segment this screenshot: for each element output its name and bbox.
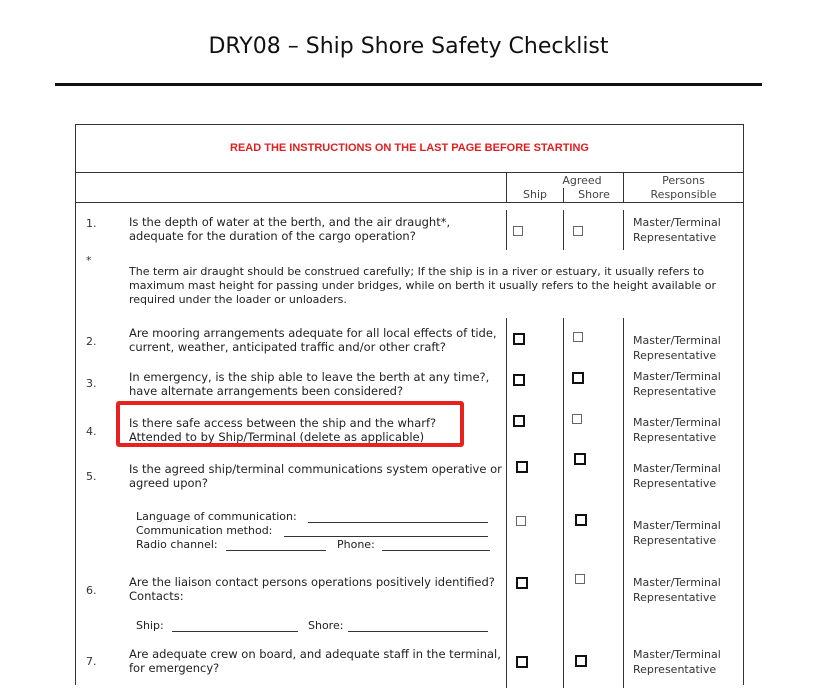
- item-5-shore-checkbox[interactable]: [574, 453, 586, 465]
- item-3-number: 3.: [86, 377, 97, 390]
- item-3-question-line1: In emergency, is the ship able to leave the berth at any time?,: [129, 370, 490, 384]
- item-2-responsible-line1: Master/Terminal: [633, 334, 721, 347]
- col-rule: [563, 318, 564, 688]
- item-7-shore-checkbox[interactable]: [575, 655, 587, 667]
- note-line1: The term air draught should be construed carefully; If the ship is in a river or estuary, it usually refers to: [129, 265, 705, 278]
- col-rule: [623, 172, 624, 203]
- item-4-question-line1: Is there safe access between the ship and the wharf?: [129, 416, 437, 430]
- method-field[interactable]: [284, 536, 488, 537]
- item-5b-responsible-line2: Representative: [633, 534, 717, 547]
- ship-header: Ship: [523, 188, 547, 201]
- persons-header: Persons: [662, 174, 705, 187]
- radio-label: Radio channel:: [136, 538, 218, 551]
- item-1-question-line2: adequate for the duration of the cargo operation?: [129, 229, 416, 243]
- item-3-question-line2: have alternate arrangements been considered?: [129, 384, 404, 398]
- document-title: DRY08 – Ship Shore Safety Checklist: [208, 34, 609, 59]
- item-7-responsible-line2: Representative: [633, 663, 717, 676]
- item-2-number: 2.: [86, 335, 97, 348]
- item-3-shore-checkbox[interactable]: [572, 372, 584, 384]
- col-rule: [623, 318, 624, 688]
- highlight-box: [116, 401, 464, 447]
- col-rule: [506, 172, 507, 203]
- col-rule: [506, 210, 507, 250]
- item-7-question-line1: Are adequate crew on board, and adequate staff in the terminal,: [129, 647, 501, 661]
- item-5-ship-checkbox[interactable]: [516, 461, 528, 473]
- note-line3: required under the loader or unloaders.: [129, 293, 347, 306]
- item-1-responsible-line2: Representative: [633, 231, 717, 244]
- item-6-shore-checkbox[interactable]: [575, 574, 585, 584]
- responsible-header-text: Responsible: [650, 188, 717, 201]
- item-7-responsible-line1: Master/Terminal: [633, 648, 721, 661]
- item-4-number: 4.: [86, 425, 97, 438]
- item-5-question-line1: Is the agreed ship/terminal communications system operative or: [129, 462, 502, 476]
- language-label: Language of communication:: [136, 510, 297, 523]
- item-5b-ship-checkbox[interactable]: [516, 516, 526, 526]
- col-rule: [563, 188, 564, 203]
- item-3-ship-checkbox[interactable]: [513, 374, 525, 386]
- note-asterisk: *: [86, 254, 92, 267]
- item-6-ship-checkbox[interactable]: [516, 577, 528, 589]
- item-2-question-line1: Are mooring arrangements adequate for all local effects of tide,: [129, 326, 497, 340]
- item-2-question-line2: current, weather, anticipated traffic and/or other craft?: [129, 340, 446, 354]
- item-5-responsible-line2: Representative: [633, 477, 717, 490]
- item-6-responsible-line1: Master/Terminal: [633, 576, 721, 589]
- item-5b-responsible-line1: Master/Terminal: [633, 519, 721, 532]
- item-4-ship-checkbox[interactable]: [513, 415, 525, 427]
- item-4-responsible-line1: Master/Terminal: [633, 416, 721, 429]
- item-1-number: 1.: [86, 217, 97, 230]
- item-6-question-line1: Are the liaison contact persons operations positively identified?: [129, 575, 495, 589]
- item-7-ship-checkbox[interactable]: [516, 656, 528, 668]
- agreed-header: Agreed: [562, 174, 602, 187]
- contact-ship-label: Ship:: [136, 619, 164, 632]
- note-line2: maximum mast height for passing under bridges, while on berth it usually refers to the height available or: [129, 279, 717, 292]
- title-rule: [55, 83, 762, 86]
- item-2-ship-checkbox[interactable]: [513, 333, 525, 345]
- item-1-shore-checkbox[interactable]: [573, 226, 583, 236]
- item-6-question-line2: Contacts:: [129, 589, 184, 603]
- phone-field[interactable]: [382, 550, 490, 551]
- item-7-number: 7.: [86, 655, 97, 668]
- item-5-responsible-line1: Master/Terminal: [633, 462, 721, 475]
- item-2-responsible-line2: Representative: [633, 349, 717, 362]
- item-7-question-line2: for emergency?: [129, 661, 220, 675]
- item-5b-shore-checkbox[interactable]: [575, 514, 587, 526]
- item-6-number: 6.: [86, 584, 97, 597]
- item-4-question-line2: Attended to by Ship/Terminal (delete as applicable): [129, 430, 425, 444]
- item-1-question-line1: Is the depth of water at the berth, and the air draught*,: [129, 215, 451, 229]
- method-label: Communication method:: [136, 524, 273, 537]
- item-4-shore-checkbox[interactable]: [572, 414, 582, 424]
- item-6-responsible-line2: Representative: [633, 591, 717, 604]
- col-rule: [623, 210, 624, 250]
- item-4-responsible-line2: Representative: [633, 431, 717, 444]
- item-5-question-line2: agreed upon?: [129, 476, 208, 490]
- item-3-responsible-line2: Representative: [633, 385, 717, 398]
- item-2-shore-checkbox[interactable]: [573, 332, 583, 342]
- contact-shore-label: Shore:: [308, 619, 344, 632]
- header-divider: [76, 202, 743, 203]
- language-field[interactable]: [308, 522, 488, 523]
- col-rule: [506, 318, 507, 688]
- item-1-responsible-line1: Master/Terminal: [633, 216, 721, 229]
- col-rule: [563, 210, 564, 250]
- contact-ship-field[interactable]: [172, 631, 298, 632]
- shore-header: Shore: [578, 188, 610, 201]
- phone-label: Phone:: [337, 538, 375, 551]
- item-5-number: 5.: [86, 470, 97, 483]
- item-1-ship-checkbox[interactable]: [513, 226, 523, 236]
- radio-field[interactable]: [226, 550, 326, 551]
- contact-shore-field[interactable]: [348, 631, 488, 632]
- item-3-responsible-line1: Master/Terminal: [633, 370, 721, 383]
- instructions-banner: READ THE INSTRUCTIONS ON THE LAST PAGE BEFORE STARTING: [76, 125, 743, 173]
